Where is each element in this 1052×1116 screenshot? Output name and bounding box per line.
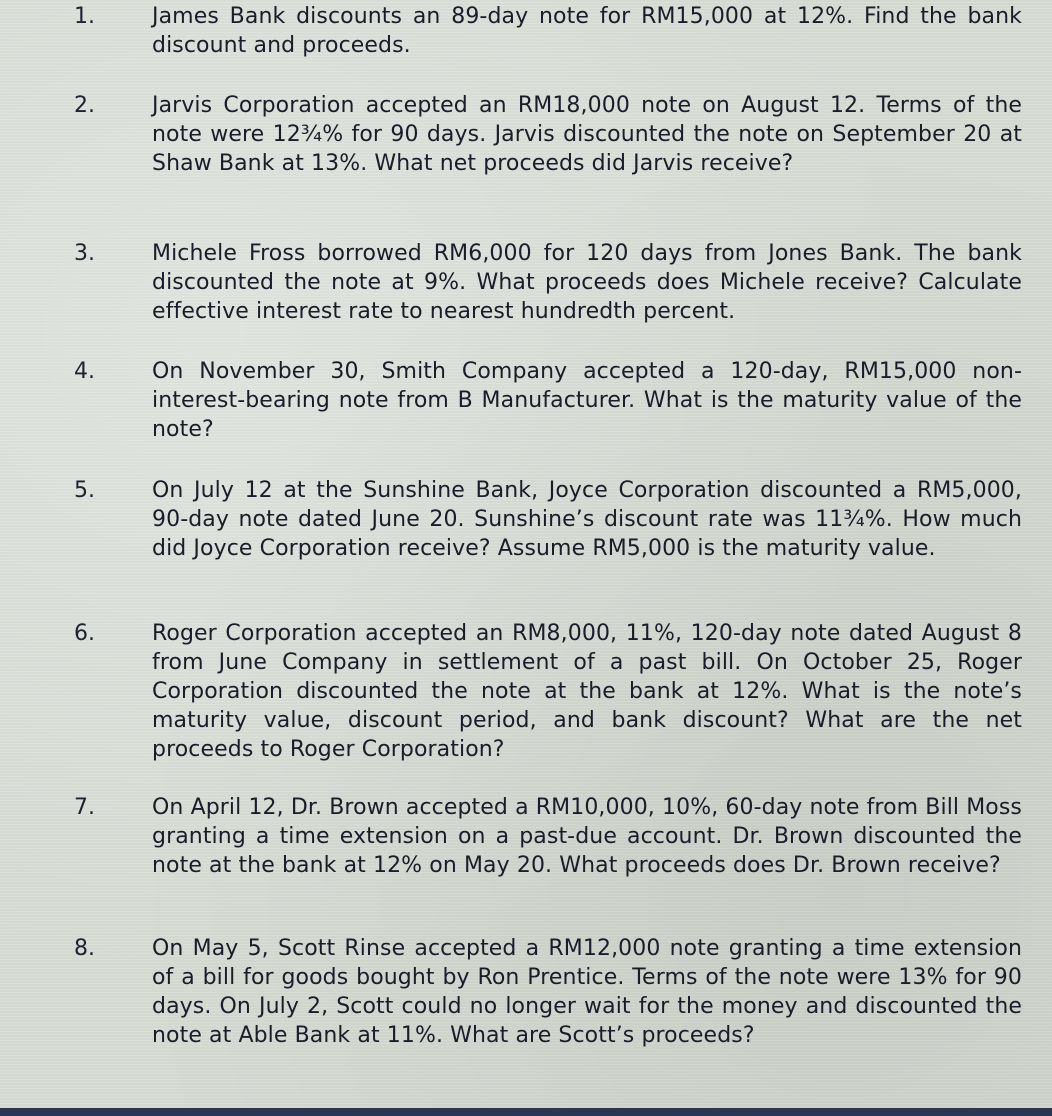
question-text: On November 30, Smith Company accepted a 120-day, RM15,000 non-interest-bearing note from B Manufacturer. What is the maturity value of the note? — [152, 359, 1022, 442]
question-text: James Bank discounts an 89-day note for RM15,000 at 12%. Find the bank discount and proceeds. — [152, 4, 1022, 58]
question-text: On May 5, Scott Rinse accepted a RM12,000 note granting a time extension of a bill for goods bought by Ron Prentice. Terms of the note were 13% for 90 days. On July 2, Scott could no longer wait for the money and discounted the note at Able Bank at 11%. What are Scott’s proceeds? — [152, 936, 1022, 1048]
question-number: 5. — [74, 478, 95, 503]
question-text: Michele Fross borrowed RM6,000 for 120 days from Jones Bank. The bank discounted the note at 9%. What proceeds does Michele receive? Calculate effective interest rate to nearest hundredth percent. — [152, 241, 1022, 324]
question-number: 1. — [74, 4, 95, 29]
question-number: 6. — [74, 621, 95, 646]
question-number: 4. — [74, 359, 95, 384]
question-text: Jarvis Corporation accepted an RM18,000 note on August 12. Terms of the note were 12¾% for 90 days. Jarvis discounted the note on September 20 at Shaw Bank at 13%. What net proceeds did Jarvis receive? — [152, 93, 1022, 176]
question-text: On July 12 at the Sunshine Bank, Joyce Corporation discounted a RM5,000, 90-day note dated June 20. Sunshine’s discount rate was 11¾%. How much did Joyce Corporation receive? Assume RM5,000 is the maturity value. — [152, 478, 1022, 561]
question-text: Roger Corporation accepted an RM8,000, 11%, 120-day note dated August 8 from June Company in settlement of a past bill. On October 25, Roger Corporation discounted the note at the bank at 12%. What is the note’s maturity value, discount period, and bank discount? What are the net proceeds to Roger Corporation? — [152, 621, 1022, 762]
question-number: 3. — [74, 241, 95, 266]
question-number: 2. — [74, 93, 95, 118]
question-number: 7. — [74, 795, 95, 820]
screen-bottom-edge — [0, 1108, 1052, 1116]
question-text: On April 12, Dr. Brown accepted a RM10,000, 10%, 60-day note from Bill Moss granting a time extension on a past-due account. Dr. Brown discounted the note at the bank at 12% on May 20. What proceeds does Dr. Brown receive? — [152, 795, 1022, 878]
question-number: 8. — [74, 936, 95, 961]
